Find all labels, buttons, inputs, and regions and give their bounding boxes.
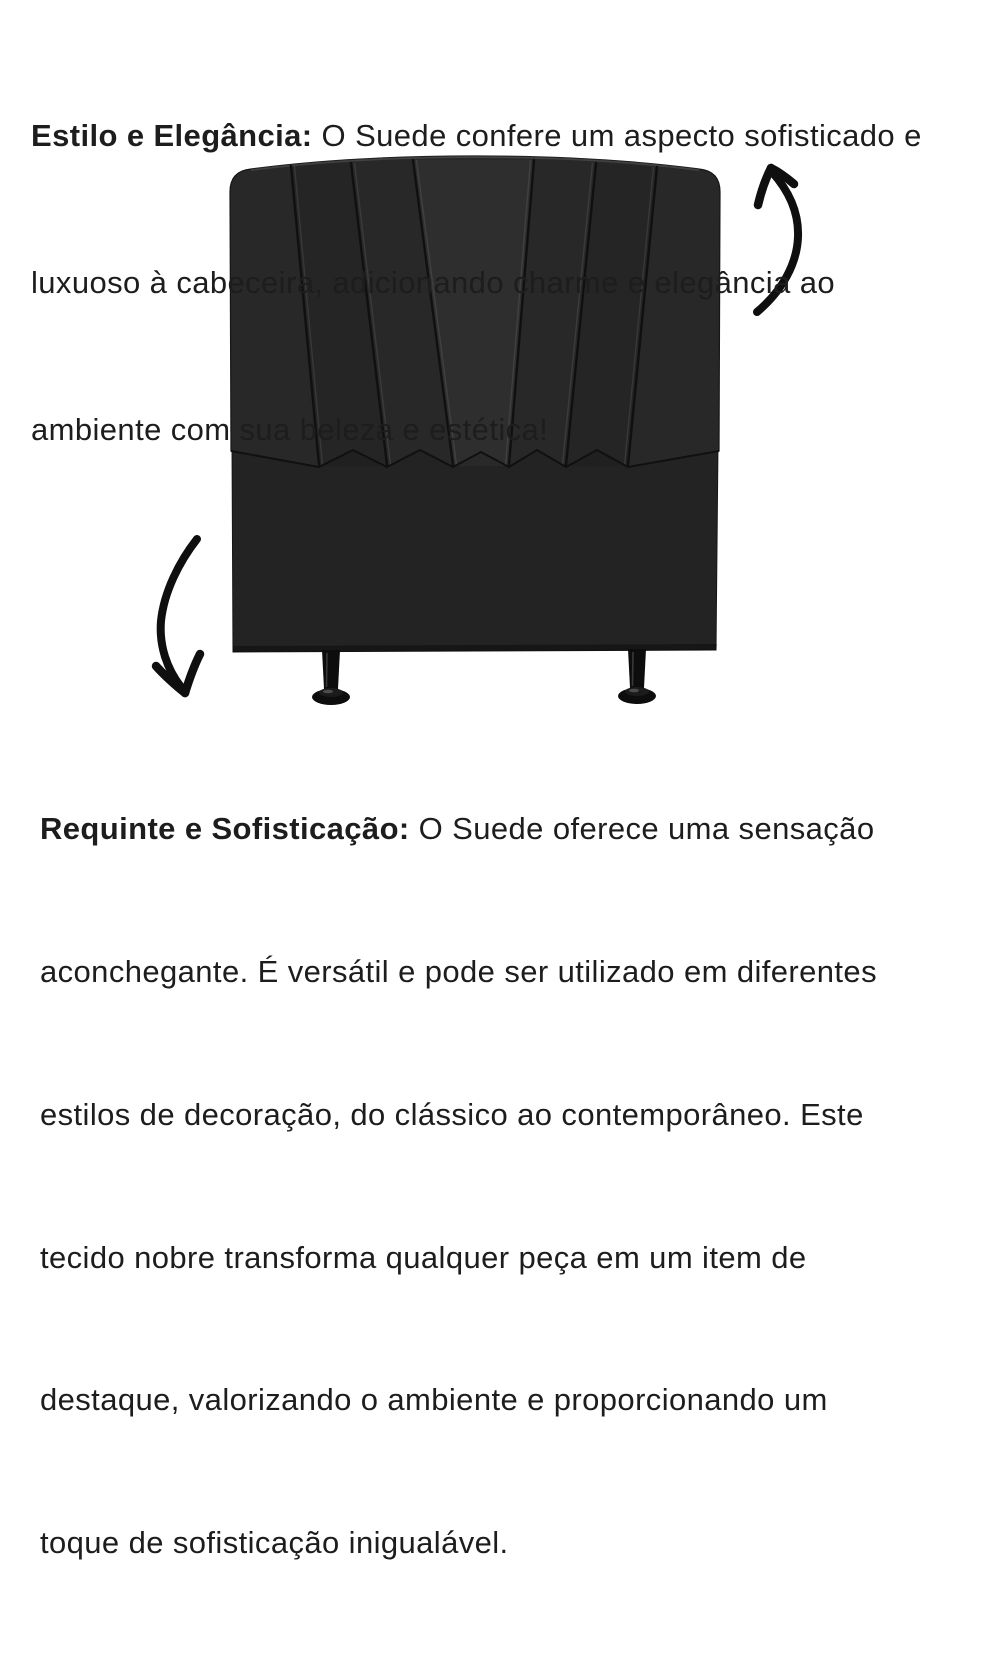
- text-line: toque de sofisticação inigualável.: [40, 1525, 509, 1561]
- text-line: destaque, valorizando o ambiente e proporcionando um: [40, 1382, 828, 1418]
- text-line: tecido nobre transforma qualquer peça em um item de: [40, 1239, 807, 1275]
- top-description: [31, 13, 922, 552]
- top-lead-label: Estilo e Elegância:: [31, 118, 313, 153]
- text-line: aconchegante. É versátil e pode ser utilizado em diferentes: [40, 953, 877, 989]
- left-leg-stem: [322, 650, 340, 689]
- text-line: ambiente com sua beleza e estética!: [31, 412, 549, 447]
- text-line: estilos de decoração, do clássico ao contemporâneo. Este: [40, 1096, 864, 1132]
- left-leg: [312, 650, 350, 705]
- text-line: luxuoso à cabeceira, adicionando charme e elegância ao: [31, 265, 836, 300]
- bottom-lead-label: Requinte e Sofisticação:: [40, 811, 410, 847]
- bottom-line1-rest: O Suede oferece uma sensação: [409, 811, 875, 847]
- curved-arrow-down-icon: [156, 539, 200, 693]
- bottom-description: [40, 710, 877, 1662]
- right-leg: [618, 649, 656, 704]
- top-line1-rest: O Suede confere um aspecto sofisticado e: [312, 118, 922, 153]
- right-leg-stem: [628, 649, 646, 688]
- text-line: [40, 805, 877, 853]
- text-line: [31, 111, 922, 160]
